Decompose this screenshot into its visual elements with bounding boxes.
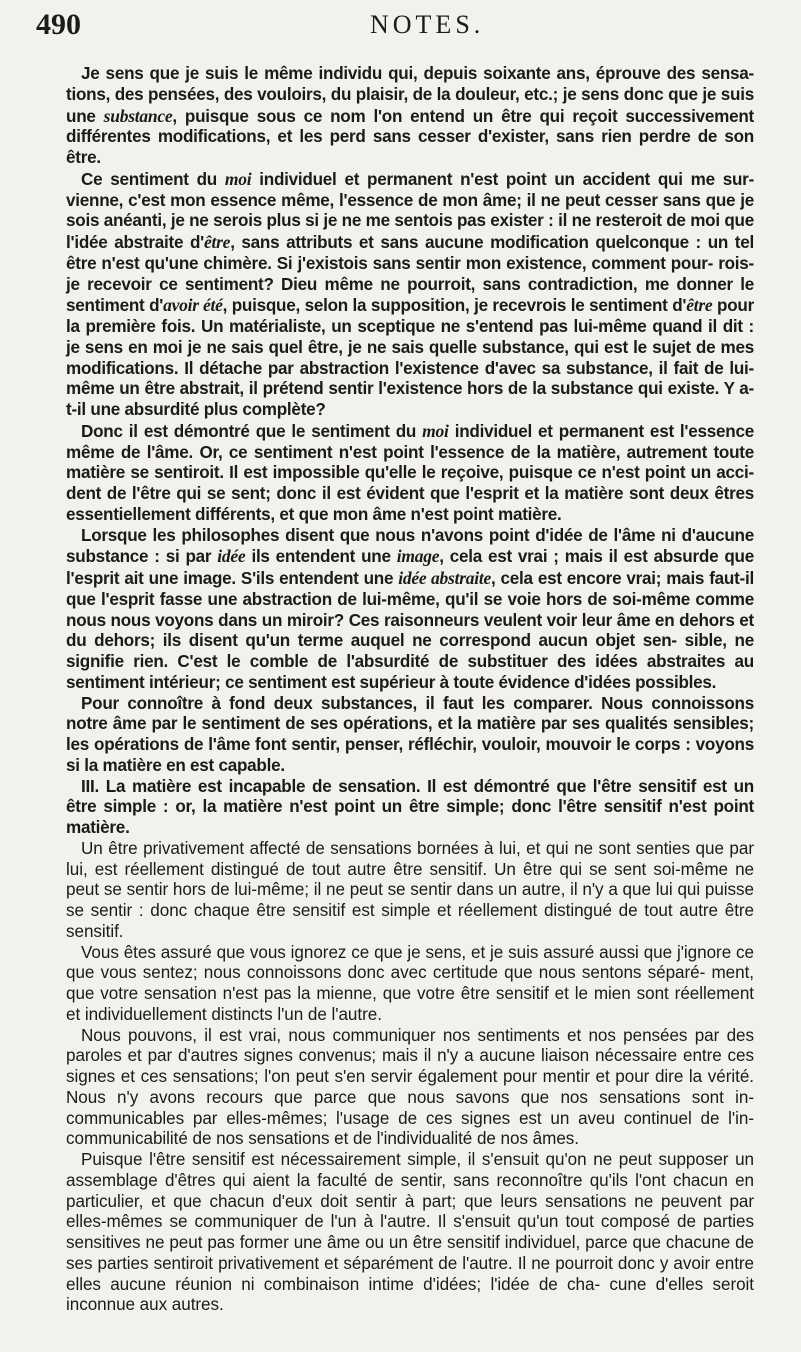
paragraph: Donc il est démontré que le sentiment du moi individuel et permanent est l'essence même de l'âme. Or, ce sentiment n'est point l'essence de la matière, autrement toute matière se sentiroit. Il est impossible qu'elle le reçoive, puisque ce n'est point un acci- dent de l'être qui se sent; donc il est évident que l'esprit et la matière sont deux êtres essentiellement différents, et que mon âme n'est point matière. xyxy=(66,420,754,524)
paragraph: Ce sentiment du moi individuel et permanent n'est point un accident qui me sur- vienne, c'est mon essence même, l'essence de mon âme; il ne peut cesser sans que je sois anéanti, je ne serois plus si je ne me sentois pas exister : il ne resteroit de moi que l'idée abstraite d'être, sans attributs et sans aucune modification quelconque : un tel être n'est qu'une chimère. Si j'existois sans sentir mon existence, comment pour- rois-je recevoir ce sentiment? Dieu même ne pourroit, sans contradiction, me donner le sentiment d'avoir été, puisque, selon la supposition, je recevrois le sentiment d'être pour la première fois. Un matérialiste, un sceptique ne s'entend pas lui-même quand il dit : je sens en moi je ne sais quel être, je ne sais quelle substance, qui est le sujet de mes modifications. Il détache par abstraction l'existence d'avec sa substance, il fait de lui-même un être abstrait, il prétend sentir l'existence hors de la substance qui existe. Y a-t-il une absurdité plus complète? xyxy=(66,168,755,419)
paragraph: Lorsque les philosophes disent que nous n'avons point d'idée de l'âme ni d'aucune substance : si par idée ils entendent une image, cela est vrai ; mais il est absurde que l'esprit ait une image. S'ils entendent une idée abstraite, cela est encore vrai; mais faut-il que l'esprit fasse une abstraction de lui-même, qu'il se voie hors de soi-même comme nous nous voyons dans un miroir? Ces raisonneurs veulent voir leur âme en dehors et du dehors; ils disent qu'un terme auquel ne correspond aucun objet sen- sible, ne signifie rien. C'est le comble de l'absurdité de substituer des idées abstraites au sentiment intérieur; ce sentiment est supérieur à toute évidence d'idées possibles. xyxy=(66,525,754,692)
paragraph: Nous pouvons, il est vrai, nous communiquer nos sentiments et nos pensées par des paroles et par d'autres signes convenus; mais il n'y a aucune liaison nécessaire entre ces signes et ces sensations; l'on peut s'en servir également pour mentir et pour dire la vérité. Nous n'y avons recours que parce que nous savons que nos sensations sont in- communicables par elles-mêmes; l'usage de ces signes est un aveu continuel de l'in- communicabilité de nos sensations et de l'individualité de nos âmes. xyxy=(66,1025,754,1149)
body-text xyxy=(66,64,754,1316)
paragraph: Vous êtes assuré que vous ignorez ce que je sens, et je suis assuré aussi que j'ignore ce que vous sentez; nous connoissons donc avec certitude que nous sentons séparé- ment, que votre sensation n'est pas la mienne, que votre être sensitif et le mien sont réellement et individuellement distincts l'un de l'autre. xyxy=(66,942,754,1024)
paragraph: Pour connoître à fond deux substances, il faut les comparer. Nous connoissons notre âme par le sentiment de ses opérations, et la matière par ses qualités sensibles; les opérations de l'âme font sentir, penser, réfléchir, vouloir, mouvoir le corps : voyons si la matière en est capable. xyxy=(66,693,754,775)
paragraph: Je sens que je suis le même individu qui, depuis soixante ans, éprouve des sensa- tions, des pensées, des vouloirs, du plaisir, de la douleur, etc.; je sens donc que je suis une substance, puisque sous ce nom l'on entend un être qui reçoit successivement différentes modifications, et les perd sans cesser d'exister, sans rien perdre de son être. xyxy=(66,64,755,167)
running-head: NOTES. xyxy=(370,10,485,39)
paragraph: Puisque l'être sensitif est nécessairement simple, il s'ensuit qu'on ne peut supposer un assemblage d'êtres qui aient la faculté de sentir, sans reconnoître qu'ils l'ont chacun en particulier, et que chacun d'eux doit sentir à part; que leurs sensations ne peuvent par elles-mêmes se communiquer de l'un à l'autre. Il s'ensuit qu'un tout composé de parties sensitives ne peut pas former une âme ou un être sensitif individuel, parce que chacune de ses parties sentiroit privativement et séparément de l'autre. Il ne pourroit donc y avoir entre elles aucune réunion ni combinaison intime d'idées; l'idée de cha- cune d'elles seroit inconnue aux autres. xyxy=(66,1150,754,1315)
paragraph: III. La matière est incapable de sensation. Il est démontré que l'être sensitif est un être simple : or, la matière n'est point un être simple; donc l'être sensitif n'est point matière. xyxy=(66,776,754,837)
page-header xyxy=(36,0,755,42)
page-number: 490 xyxy=(36,8,81,41)
paragraph: Un être privativement affecté de sensations bornées à lui, et qui ne sont senties que par lui, est réellement distingué de tout autre être sensitif. Un être qui se sent soi-même ne peut se sentir hors de lui-même; il ne peut se sentir dans un autre, il n'y a que lui qui puisse se sentir : donc chaque être sensitif est simple et réellement distingué de tout autre être sensitif. xyxy=(66,838,754,941)
